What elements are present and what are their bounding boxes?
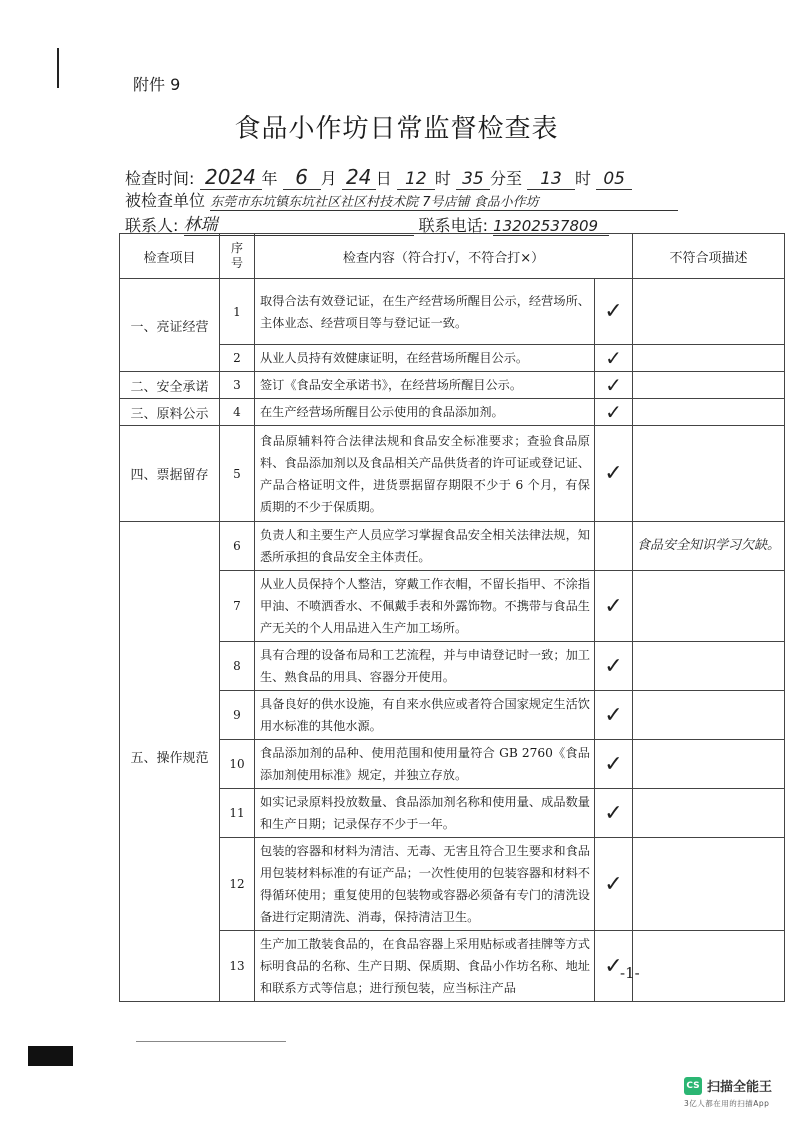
row-content: 在生产经营场所醒目公示使用的食品添加剂。 — [255, 399, 595, 426]
scan-black-mark — [28, 1046, 73, 1066]
page-number: -1- — [620, 964, 640, 982]
scan-edge-mark — [57, 48, 59, 88]
header-desc: 不符合项描述 — [633, 234, 785, 279]
row-check — [595, 789, 633, 838]
category-license: 一、亮证经营 — [120, 279, 220, 372]
page-title: 食品小作坊日常监督检查表 — [234, 114, 559, 144]
check-mark-icon: ✓ — [605, 400, 622, 424]
row-seq: 10 — [220, 740, 255, 789]
row-content: 如实记录原料投放数量、食品添加剂名称和使用量、成品数量和生产日期；记录保存不少于一年。 — [255, 789, 595, 838]
table-row — [120, 740, 785, 789]
row-seq: 9 — [220, 691, 255, 740]
row-content: 食品添加剂的品种、使用范围和使用量符合 GB 2760《食品添加剂使用标准》规定，并独立存放。 — [255, 740, 595, 789]
row-desc — [633, 642, 785, 691]
row-content: 签订《食品安全承诺书》，在经营场所醒目公示。 — [255, 372, 595, 399]
row-content: 包装的容器和材料为清洁、无毒、无害且符合卫生要求和食品用包装材料标准的有证产品；一次性使用的包装容器和材料不得循环使用；重复使用的包装物或容器必须备有专门的清洗设备进行定期清洗、消毒，保持清洁卫生。 — [255, 838, 595, 931]
row-desc — [633, 345, 785, 372]
check-mark-icon: ✓ — [605, 373, 622, 397]
row-desc — [633, 426, 785, 522]
category-ingredient-notice: 三、原料公示 — [120, 399, 220, 426]
row-content: 负责人和主要生产人员应学习掌握食品安全相关法律法规，知悉所承担的食品安全主体责任。 — [255, 522, 595, 571]
row-content: 取得合法有效登记证，在生产经营场所醒目公示，经营场所、主体业态、经营项目等与登记证一致。 — [255, 279, 595, 345]
check-mark-icon: ✓ — [605, 346, 622, 370]
start-minute-value: 35 — [456, 169, 490, 190]
check-mark-icon: ✓ — [604, 299, 623, 324]
check-mark-icon: ✓ — [604, 800, 623, 826]
header-item: 检查项目 — [120, 234, 220, 279]
check-mark-icon: ✓ — [604, 702, 623, 728]
category-safety-promise: 二、安全承诺 — [120, 372, 220, 399]
row-seq: 5 — [220, 426, 255, 522]
row-check — [595, 426, 633, 522]
contact-value: 林瑞 — [184, 210, 414, 236]
inspected-unit-line — [125, 188, 685, 211]
header-seq: 序号 — [220, 234, 255, 279]
table-row — [120, 399, 785, 426]
month-unit: 月 — [320, 169, 337, 188]
check-mark-icon: ✓ — [604, 461, 623, 486]
table-row — [120, 691, 785, 740]
row-content: 生产加工散装食品的，在食品容器上采用贴标或者挂牌等方式标明食品的名称、生产日期、保质期、食品小作坊名称、地址和联系方式等信息；进行预包装，应当标注产品 — [255, 931, 595, 1002]
phone-value: 13202537809 — [493, 217, 609, 236]
row-desc — [633, 740, 785, 789]
row-check — [595, 345, 633, 372]
end-hour-unit: 时 — [575, 169, 592, 188]
row-seq: 2 — [220, 345, 255, 372]
end-hour-value: 13 — [527, 169, 575, 190]
row-desc — [633, 838, 785, 931]
category-operation: 五、操作规范 — [120, 522, 220, 1002]
footer-divider — [136, 1041, 286, 1042]
table-header-row — [120, 234, 785, 279]
day-value: 24 — [342, 165, 376, 190]
row-seq: 6 — [220, 522, 255, 571]
unit-label: 被检查单位 — [125, 191, 206, 210]
check-mark-icon: ✓ — [604, 953, 623, 979]
inspection-table — [119, 233, 785, 1002]
row-desc — [633, 691, 785, 740]
row-content: 具有合理的设备布局和工艺流程，并与申请登记时一致；加工生、熟食品的用具、容器分开使用。 — [255, 642, 595, 691]
year-unit: 年 — [261, 169, 278, 188]
row-check — [595, 279, 633, 345]
row-seq: 8 — [220, 642, 255, 691]
check-mark-icon: ✓ — [604, 653, 623, 679]
row-seq: 4 — [220, 399, 255, 426]
row-desc — [633, 522, 785, 571]
row-content: 从业人员持有效健康证明，在经营场所醒目公示。 — [255, 345, 595, 372]
table-row — [120, 522, 785, 571]
table-row — [120, 642, 785, 691]
table-row — [120, 838, 785, 931]
row-check — [595, 522, 633, 571]
camscanner-logo-icon: CS — [684, 1077, 702, 1095]
row-desc — [633, 399, 785, 426]
row-content: 从业人员保持个人整洁，穿戴工作衣帽，不留长指甲、不涂指甲油、不喷洒香水、不佩戴手表和外露饰物。不携带与食品生产无关的个人用品进入生产加工场所。 — [255, 571, 595, 642]
row-desc — [633, 931, 785, 1002]
row-check — [595, 399, 633, 426]
table-row — [120, 789, 785, 838]
row-desc — [633, 279, 785, 345]
row-check — [595, 642, 633, 691]
category-receipts: 四、票据留存 — [120, 426, 220, 522]
row-check — [595, 571, 633, 642]
attachment-label: 附件 9 — [133, 75, 181, 94]
table-row — [120, 571, 785, 642]
table-row — [120, 931, 785, 1002]
nonconformity-note: 食品安全知识学习欠缺。 — [637, 538, 781, 553]
watermark-tagline: 3亿人都在用的扫描App — [684, 1099, 770, 1108]
header-content: 检查内容（符合打√，不符合打×） — [255, 234, 633, 279]
row-content: 食品原辅料符合法律法规和食品安全标准要求；查验食品原料、食品添加剂以及食品相关产品供货者的许可证或登记证、产品合格证明文件，进货票据留存期限不少于 6 个月，有保质期的不少于保质期。 — [255, 426, 595, 522]
table-row — [120, 279, 785, 345]
row-check — [595, 372, 633, 399]
row-seq: 13 — [220, 931, 255, 1002]
row-desc — [633, 571, 785, 642]
end-minute-value: 05 — [596, 169, 632, 190]
time-label: 检查时间: — [125, 169, 195, 188]
inspection-time-line — [125, 165, 655, 190]
row-seq: 1 — [220, 279, 255, 345]
month-value: 6 — [283, 165, 321, 190]
start-hour-value: 12 — [397, 169, 435, 190]
table-row — [120, 372, 785, 399]
day-unit: 日 — [375, 169, 392, 188]
row-seq: 12 — [220, 838, 255, 931]
check-mark-icon: ✓ — [604, 593, 623, 619]
hour-unit: 时 — [434, 169, 451, 188]
row-seq: 3 — [220, 372, 255, 399]
row-desc — [633, 372, 785, 399]
table-row — [120, 426, 785, 522]
phone-label: 联系电话: — [418, 216, 488, 235]
check-mark-icon: ✓ — [604, 871, 623, 897]
row-desc — [633, 789, 785, 838]
row-check — [595, 691, 633, 740]
contact-label: 联系人: — [125, 216, 179, 235]
row-content: 具备良好的供水设施，有自来水供应或者符合国家规定生活饮用水标准的其他水源。 — [255, 691, 595, 740]
table-row — [120, 345, 785, 372]
row-seq: 7 — [220, 571, 255, 642]
watermark-app-name: 扫描全能王 — [707, 1080, 773, 1095]
row-seq: 11 — [220, 789, 255, 838]
unit-value: 东莞市东坑镇东坑社区社区村技术院 7号店铺 食品小作坊 — [210, 191, 678, 211]
year-value: 2024 — [200, 165, 262, 190]
row-check — [595, 740, 633, 789]
row-check — [595, 838, 633, 931]
check-mark-icon: ✓ — [604, 751, 623, 777]
minute-to-unit: 分至 — [489, 169, 522, 188]
